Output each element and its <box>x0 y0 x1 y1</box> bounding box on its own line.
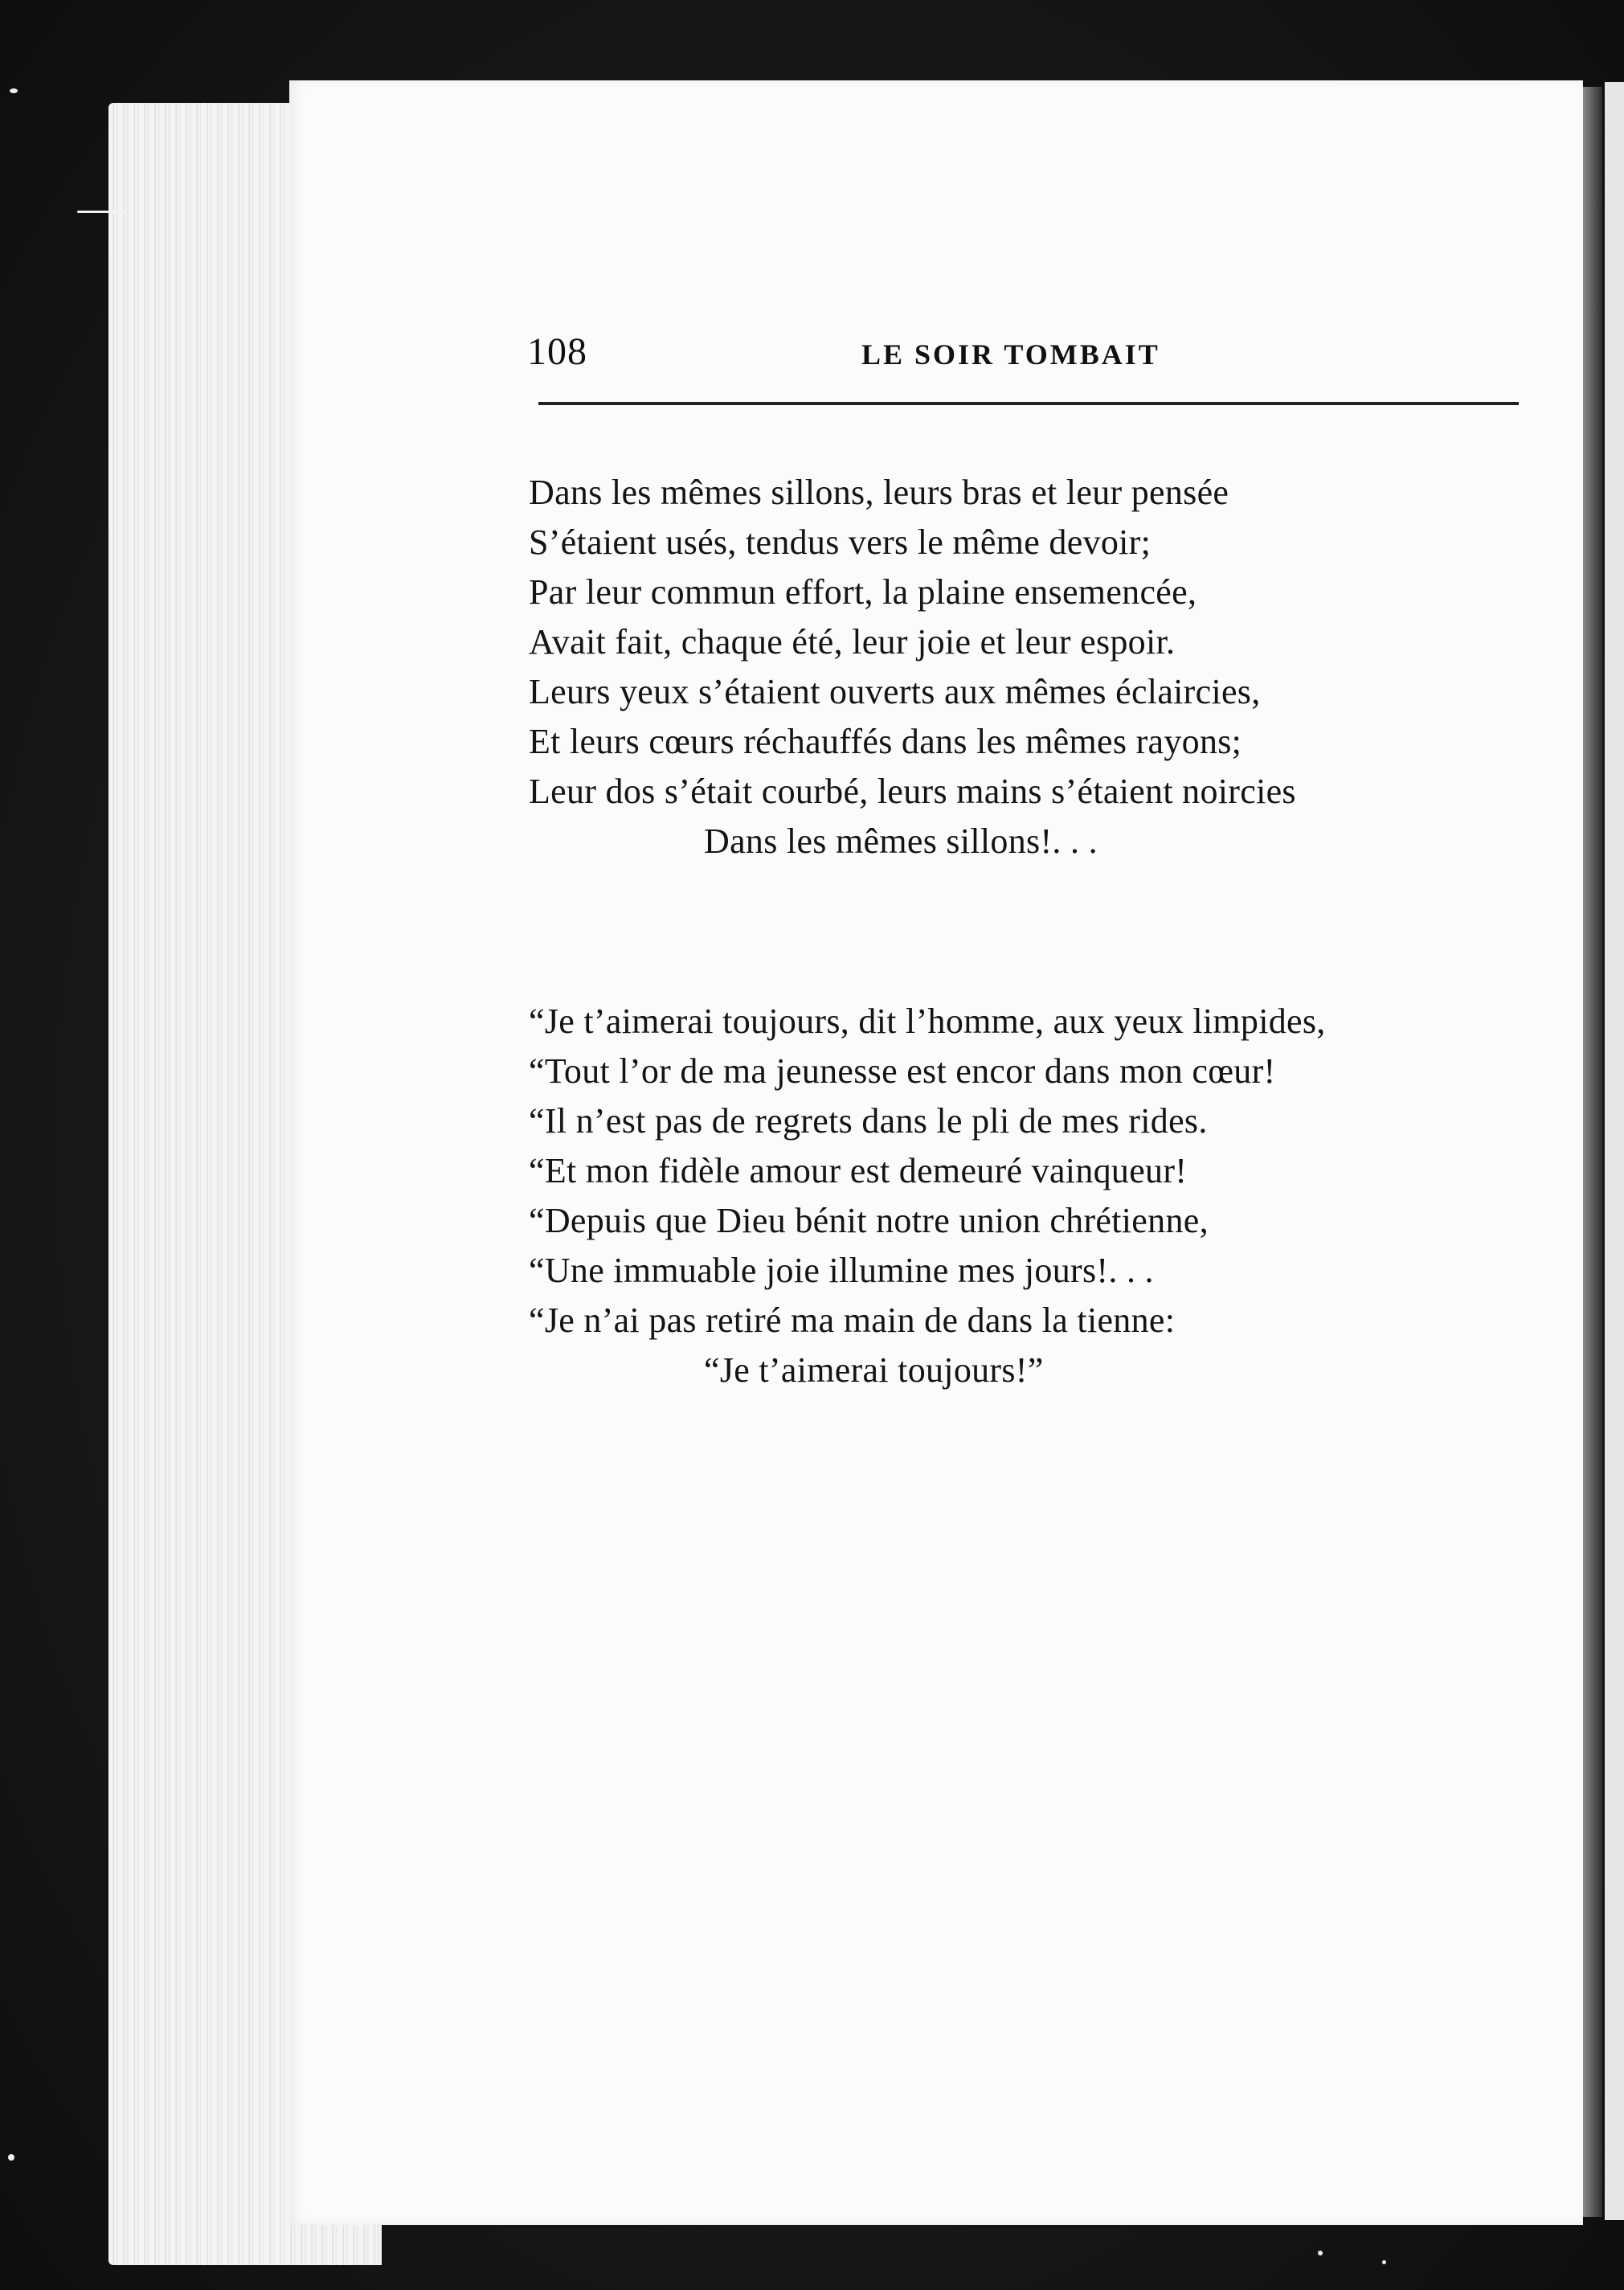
header-rule <box>538 402 1519 405</box>
verse-refrain: “Je t’aimerai toujours!” <box>704 1350 1044 1390</box>
verse-line: Leurs yeux s’étaient ouverts aux mêmes éclaircies, <box>529 672 1261 711</box>
verse-line: Et leurs cœurs réchauffés dans les mêmes rayons; <box>529 722 1242 761</box>
verse-line: S’étaient usés, tendus vers le même devoir; <box>529 522 1152 562</box>
verse-line: “Depuis que Dieu bénit notre union chrétienne, <box>529 1201 1209 1240</box>
verse-refrain: Dans les mêmes sillons!. . . <box>704 821 1098 861</box>
verse-line: “Je t’aimerai toujours, dit l’homme, aux yeux limpides, <box>529 1002 1326 1041</box>
verse-line: “Tout l’or de ma jeunesse est encor dans mon cœur! <box>529 1051 1276 1091</box>
stanza-2 <box>529 997 1573 1395</box>
verse-line: Par leur commun effort, la plaine ensemencée, <box>529 572 1197 612</box>
page-header <box>527 330 1516 378</box>
verse-line: “Je n’ai pas retiré ma main de dans la tienne: <box>529 1301 1176 1340</box>
scan-speck <box>8 2154 14 2161</box>
page-number: 108 <box>527 330 587 373</box>
verse-line: “Il n’est pas de regrets dans le pli de mes rides. <box>529 1101 1208 1141</box>
scan-speck <box>1318 2251 1323 2255</box>
scan-speck <box>1382 2260 1386 2264</box>
scan-speck <box>10 88 18 93</box>
scan-speck <box>77 211 125 213</box>
running-title: LE SOIR TOMBAIT <box>861 338 1160 371</box>
verse-line: Leur dos s’était courbé, leurs mains s’étaient noircies <box>529 772 1296 811</box>
verse-line: Dans les mêmes sillons, leurs bras et leur pensée <box>529 473 1229 512</box>
gutter-shadow <box>1583 87 1602 2217</box>
verse-line: “Et mon fidèle amour est demeuré vainqueur! <box>529 1151 1188 1190</box>
facing-page-edge <box>1605 82 1624 2220</box>
verse-line: “Une immuable joie illumine mes jours!. . . <box>529 1251 1154 1290</box>
verse-line: Avait fait, chaque été, leur joie et leur espoir. <box>529 622 1176 662</box>
stanza-1 <box>529 468 1573 866</box>
